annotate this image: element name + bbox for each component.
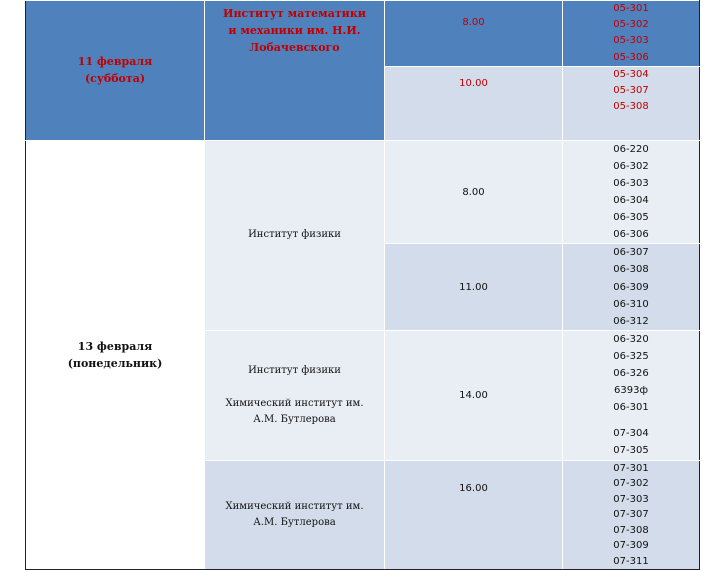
institute-cell-chemistry — [205, 460, 385, 570]
time-label: 10.00 — [459, 77, 488, 89]
institute-name: Институт физики — [248, 229, 341, 241]
time-cell — [385, 140, 563, 244]
room-number: 06-308 — [613, 264, 649, 276]
exam-schedule-table — [25, 0, 700, 570]
room-number: 07-311 — [613, 555, 649, 567]
institute-cell-physics — [205, 140, 385, 330]
room-number: 06-302 — [613, 160, 649, 172]
room-number: 07-308 — [613, 524, 649, 536]
room-number: 05-303 — [613, 35, 649, 47]
room-number: 05-304 — [613, 68, 649, 80]
time-cell — [385, 330, 563, 460]
rooms-cell — [563, 244, 700, 330]
table-row — [26, 140, 700, 244]
room-number: 06-305 — [613, 212, 649, 224]
time-label: 14.00 — [459, 389, 488, 401]
room-number: 05-308 — [613, 101, 649, 113]
time-cell — [385, 244, 563, 330]
institute-name: Институт физики — [248, 364, 341, 376]
rooms-cell — [563, 460, 700, 570]
room-number: 07-302 — [613, 478, 649, 489]
room-number: 07-304 — [613, 428, 649, 440]
table-row — [26, 1, 700, 67]
rooms-cell — [563, 330, 700, 460]
date-cell-feb11 — [26, 1, 205, 141]
date-label: 13 февраля — [77, 339, 153, 353]
time-cell — [385, 460, 563, 570]
room-number: 07-303 — [613, 493, 649, 505]
weekday-label: (суббота) — [84, 72, 146, 86]
room-number: 07-301 — [613, 462, 649, 474]
time-label: 11.00 — [459, 281, 488, 293]
room-number: 06-325 — [613, 350, 649, 362]
time-cell — [385, 66, 563, 140]
room-number: 06-304 — [613, 195, 649, 207]
room-number: 05-302 — [613, 19, 649, 31]
room-number: 06-307 — [613, 247, 649, 259]
time-cell — [385, 1, 563, 67]
room-number: 06-306 — [613, 229, 649, 241]
time-label: 16.00 — [459, 483, 488, 495]
room-number: 06-309 — [613, 281, 649, 293]
rooms-cell — [563, 140, 700, 244]
room-number: 06-320 — [613, 333, 649, 345]
room-number: 05-306 — [613, 51, 649, 63]
room-number: 06-310 — [613, 298, 649, 310]
room-number: 6393ф — [614, 385, 648, 397]
room-number: 06-303 — [613, 178, 649, 189]
room-number: 05-307 — [613, 85, 649, 97]
weekday-label: (понедельник) — [67, 356, 163, 370]
institute-name: Химический институт им. А.М. Бутлерова — [225, 500, 364, 528]
room-number: 06-326 — [613, 368, 649, 380]
room-number: 06-301 — [613, 402, 649, 414]
room-number: 05-301 — [613, 3, 649, 14]
room-number: 06-312 — [613, 315, 649, 327]
date-cell-feb13 — [26, 140, 205, 569]
room-number: 07-309 — [613, 540, 649, 551]
room-number: 07-305 — [613, 445, 649, 457]
institute-name: Институт математики и механики им. Н.И. Лобачевского — [223, 6, 366, 54]
room-number: 07-307 — [613, 509, 649, 520]
time-label: 8.00 — [462, 186, 485, 198]
institute-cell-math — [205, 1, 385, 141]
institute-name: Химический институт им. А.М. Бутлерова — [225, 397, 364, 425]
date-label: 11 февраля — [77, 55, 153, 69]
rooms-cell — [563, 1, 700, 67]
time-label: 8.00 — [462, 16, 485, 28]
institute-cell-physics-chemistry — [205, 330, 385, 460]
room-number: 06-220 — [613, 143, 649, 155]
rooms-cell — [563, 66, 700, 140]
